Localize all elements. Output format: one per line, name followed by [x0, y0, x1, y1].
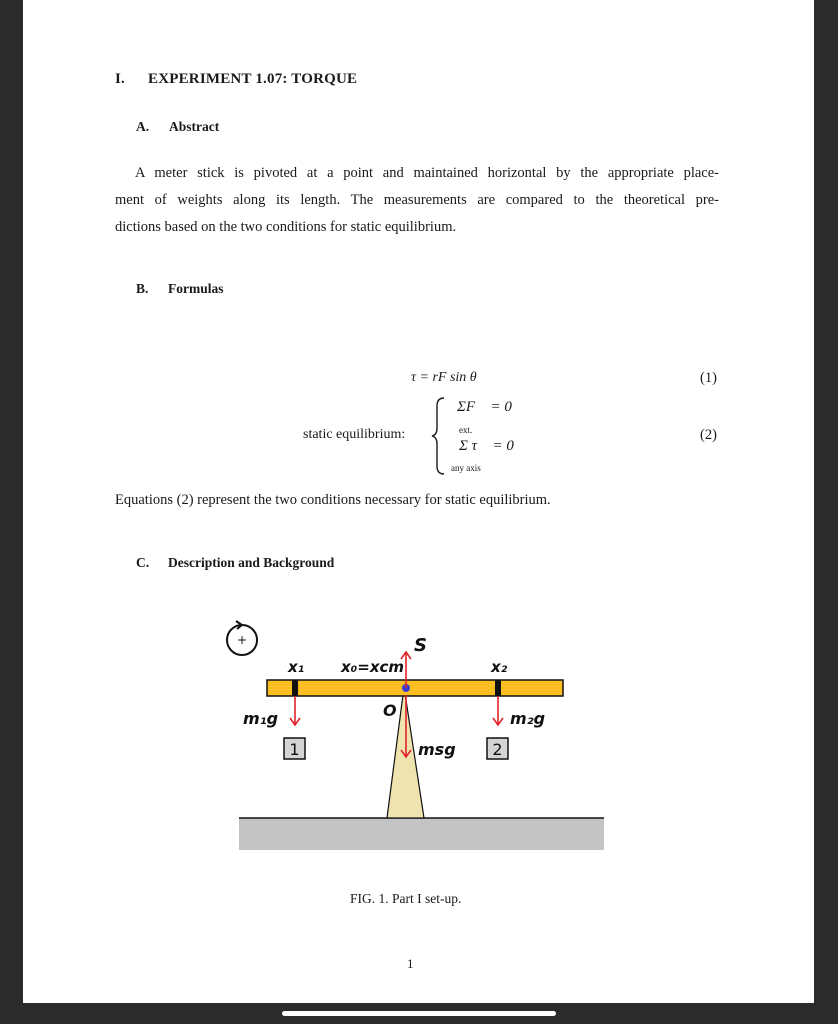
background-heading: Description and Background [168, 555, 335, 570]
equations-note: Equations (2) represent the two conditions necessary for static equilibrium. [115, 492, 551, 508]
formulas-heading: Formulas [168, 281, 224, 296]
weight-box-1-label: 1 [289, 740, 300, 759]
abstract-line-1: A meter stick is pivoted at a point and maintained horizontal by the appropriate place- [135, 165, 719, 181]
label-x1: x₁ [288, 658, 305, 676]
label-pivot-O: O [383, 701, 397, 720]
ground [239, 818, 604, 850]
label-m2g: m₂g [510, 709, 546, 728]
label-support-force: S [414, 635, 427, 656]
hanger-2-clamp [495, 680, 501, 696]
rotation-direction-icon [227, 621, 257, 655]
equation-2-label: static equilibrium: [303, 427, 406, 442]
equation-1-number: (1) [700, 370, 717, 386]
formulas-letter: B. [136, 281, 149, 296]
background-letter: C. [136, 555, 150, 570]
label-x2: x₂ [491, 658, 508, 676]
label-m1g: m₁g [243, 709, 279, 728]
rotation-sign: + [236, 633, 248, 647]
brace-icon [431, 396, 447, 476]
page-number: 1 [407, 956, 414, 971]
abstract-letter: A. [136, 119, 150, 134]
torque-figure [218, 615, 618, 855]
hanger-1-clamp [292, 680, 298, 696]
equation-2-number: (2) [700, 427, 717, 443]
equation-torque-subscript: any axis [451, 463, 481, 473]
abstract-heading: Abstract [169, 119, 220, 134]
document-page [23, 0, 814, 1003]
section-number: I. [115, 71, 125, 87]
label-x0-xcm: x₀=xcm [341, 658, 405, 676]
label-msg: msg [418, 740, 456, 759]
equation-torque: τ = rF sin θ [411, 370, 477, 385]
weight-box-2-label: 2 [492, 740, 503, 759]
abstract-line-2: ment of weights along its length. The measurements are compared to the theoretical pre- [115, 192, 719, 208]
home-indicator[interactable] [282, 1011, 556, 1016]
section-title: EXPERIMENT 1.07: TORQUE [148, 71, 358, 87]
abstract-line-3: dictions based on the two conditions for static equilibrium. [115, 219, 457, 235]
figure-caption: FIG. 1. Part I set-up. [350, 891, 462, 906]
equation-force-subscript: ext. [459, 425, 473, 435]
equation-torque-sum: Σ τ⃗ = 0⃗ [459, 438, 526, 454]
meter-stick [267, 680, 563, 696]
abstract-paragraph [115, 160, 719, 241]
equation-force-sum: ΣF⃗ = 0⃗ [457, 399, 524, 415]
